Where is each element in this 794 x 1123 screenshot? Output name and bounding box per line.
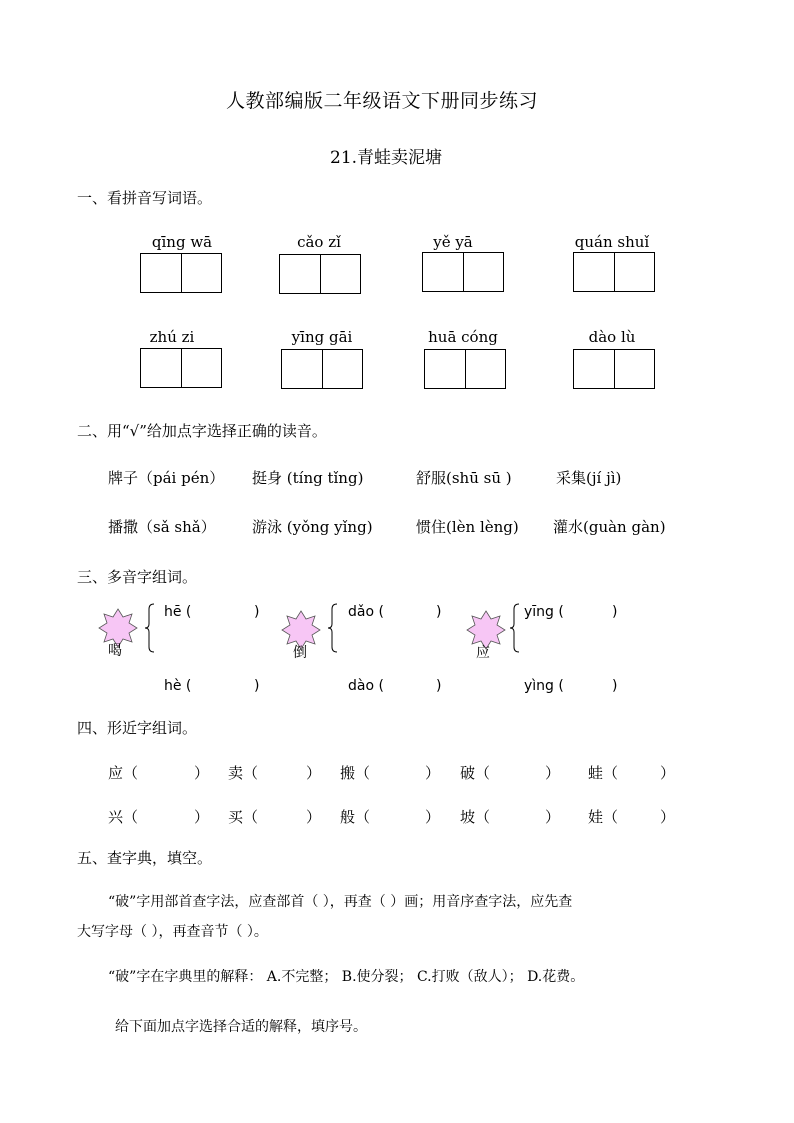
close-paren: ) <box>254 678 260 694</box>
word-blank[interactable]: 搬（ <box>340 764 371 782</box>
pinyin-blank[interactable]: dào ( <box>348 678 384 694</box>
close-paren: ） <box>194 808 210 826</box>
close-paren: ） <box>660 764 676 782</box>
polyphone-char: 应 <box>476 645 490 661</box>
close-paren: ） <box>425 764 441 782</box>
polyphone-char: 倒 <box>293 645 307 661</box>
close-paren: ) <box>436 678 442 694</box>
lesson-title: 21.青蛙卖泥塘 <box>330 148 443 168</box>
reading-choice[interactable]: 舒服(shū sū ) <box>416 469 512 487</box>
close-paren: ) <box>254 604 260 620</box>
writing-grid[interactable] <box>573 252 655 292</box>
word-blank[interactable]: 卖（ <box>228 764 259 782</box>
writing-grid[interactable] <box>279 254 361 294</box>
definition-list: “破”字在字典里的解释： A.不完整； B.使分裂； C.打败（敌人）； D.花费。 <box>108 969 585 985</box>
section3-heading: 三、多音字组词。 <box>77 568 198 586</box>
section2-heading: 二、用“√”给加点字选择正确的读音。 <box>77 422 327 440</box>
reading-choice[interactable]: 游泳 (yǒng yǐng) <box>252 518 373 536</box>
close-paren: ） <box>306 764 322 782</box>
pinyin-label: zhú zi <box>149 328 195 346</box>
writing-grid[interactable] <box>424 349 506 389</box>
word-blank[interactable]: 兴（ <box>108 808 139 826</box>
word-blank[interactable]: 般（ <box>340 808 371 826</box>
close-paren: ） <box>660 808 676 826</box>
pinyin-label: cǎo zǐ <box>297 233 341 251</box>
polyphone-char: 喝 <box>108 643 122 659</box>
word-blank[interactable]: 应（ <box>108 764 139 782</box>
page-title: 人教部编版二年级语文下册同步练习 <box>226 90 539 112</box>
writing-grid[interactable] <box>140 253 222 293</box>
pinyin-blank[interactable]: hē ( <box>164 604 192 620</box>
pinyin-label: qīng wā <box>151 233 213 251</box>
reading-choice[interactable]: 播撒（sǎ shǎ） <box>108 518 216 536</box>
pinyin-label: dào lù <box>588 328 636 346</box>
pinyin-blank[interactable]: yīng ( <box>524 604 564 620</box>
writing-grid[interactable] <box>573 349 655 389</box>
reading-choice[interactable]: 采集(jí jì) <box>556 469 622 487</box>
close-paren: ） <box>545 808 561 826</box>
section1-heading: 一、看拼音写词语。 <box>77 189 213 207</box>
word-blank[interactable]: 破（ <box>460 764 491 782</box>
instruction: 给下面加点字选择合适的解释，填序号。 <box>115 1019 367 1035</box>
brace-icon <box>144 603 156 653</box>
word-blank[interactable]: 买（ <box>228 808 259 826</box>
close-paren: ) <box>612 604 618 620</box>
pinyin-blank[interactable]: yìng ( <box>524 678 564 694</box>
writing-grid[interactable] <box>422 252 504 292</box>
reading-choice[interactable]: 挺身 (tíng tǐng) <box>252 469 364 487</box>
reading-choice[interactable]: 牌子（pái pén） <box>108 469 225 487</box>
pinyin-label: quán shuǐ <box>574 233 650 251</box>
close-paren: ） <box>425 808 441 826</box>
close-paren: ) <box>612 678 618 694</box>
pinyin-blank[interactable]: hè ( <box>164 678 192 694</box>
reading-choice[interactable]: 惯住(lèn lèng) <box>416 518 519 536</box>
close-paren: ） <box>306 808 322 826</box>
writing-grid[interactable] <box>281 349 363 389</box>
pinyin-label: huā cóng <box>428 328 498 346</box>
section5-heading: 五、查字典，填空。 <box>77 849 213 867</box>
pinyin-label: yě yā <box>433 233 473 251</box>
pinyin-blank[interactable]: dǎo ( <box>348 604 384 620</box>
close-paren: ） <box>545 764 561 782</box>
close-paren: ) <box>436 604 442 620</box>
word-blank[interactable]: 蛙（ <box>588 764 619 782</box>
section4-heading: 四、形近字组词。 <box>77 719 198 737</box>
reading-choice[interactable]: 灌水(guàn gàn) <box>553 518 666 536</box>
dictionary-question[interactable]: “破”字用部首查字法，应查部首（ ），再查（ ）画；用音序查字法，应先查 <box>108 894 573 910</box>
brace-icon <box>327 603 339 653</box>
word-blank[interactable]: 娃（ <box>588 808 619 826</box>
dictionary-question[interactable]: 大写字母（ ），再查音节（ ）。 <box>77 924 268 940</box>
pinyin-label: yīng gāi <box>291 328 353 346</box>
close-paren: ） <box>194 764 210 782</box>
word-blank[interactable]: 坡（ <box>460 808 491 826</box>
brace-icon <box>509 603 521 653</box>
writing-grid[interactable] <box>140 348 222 388</box>
